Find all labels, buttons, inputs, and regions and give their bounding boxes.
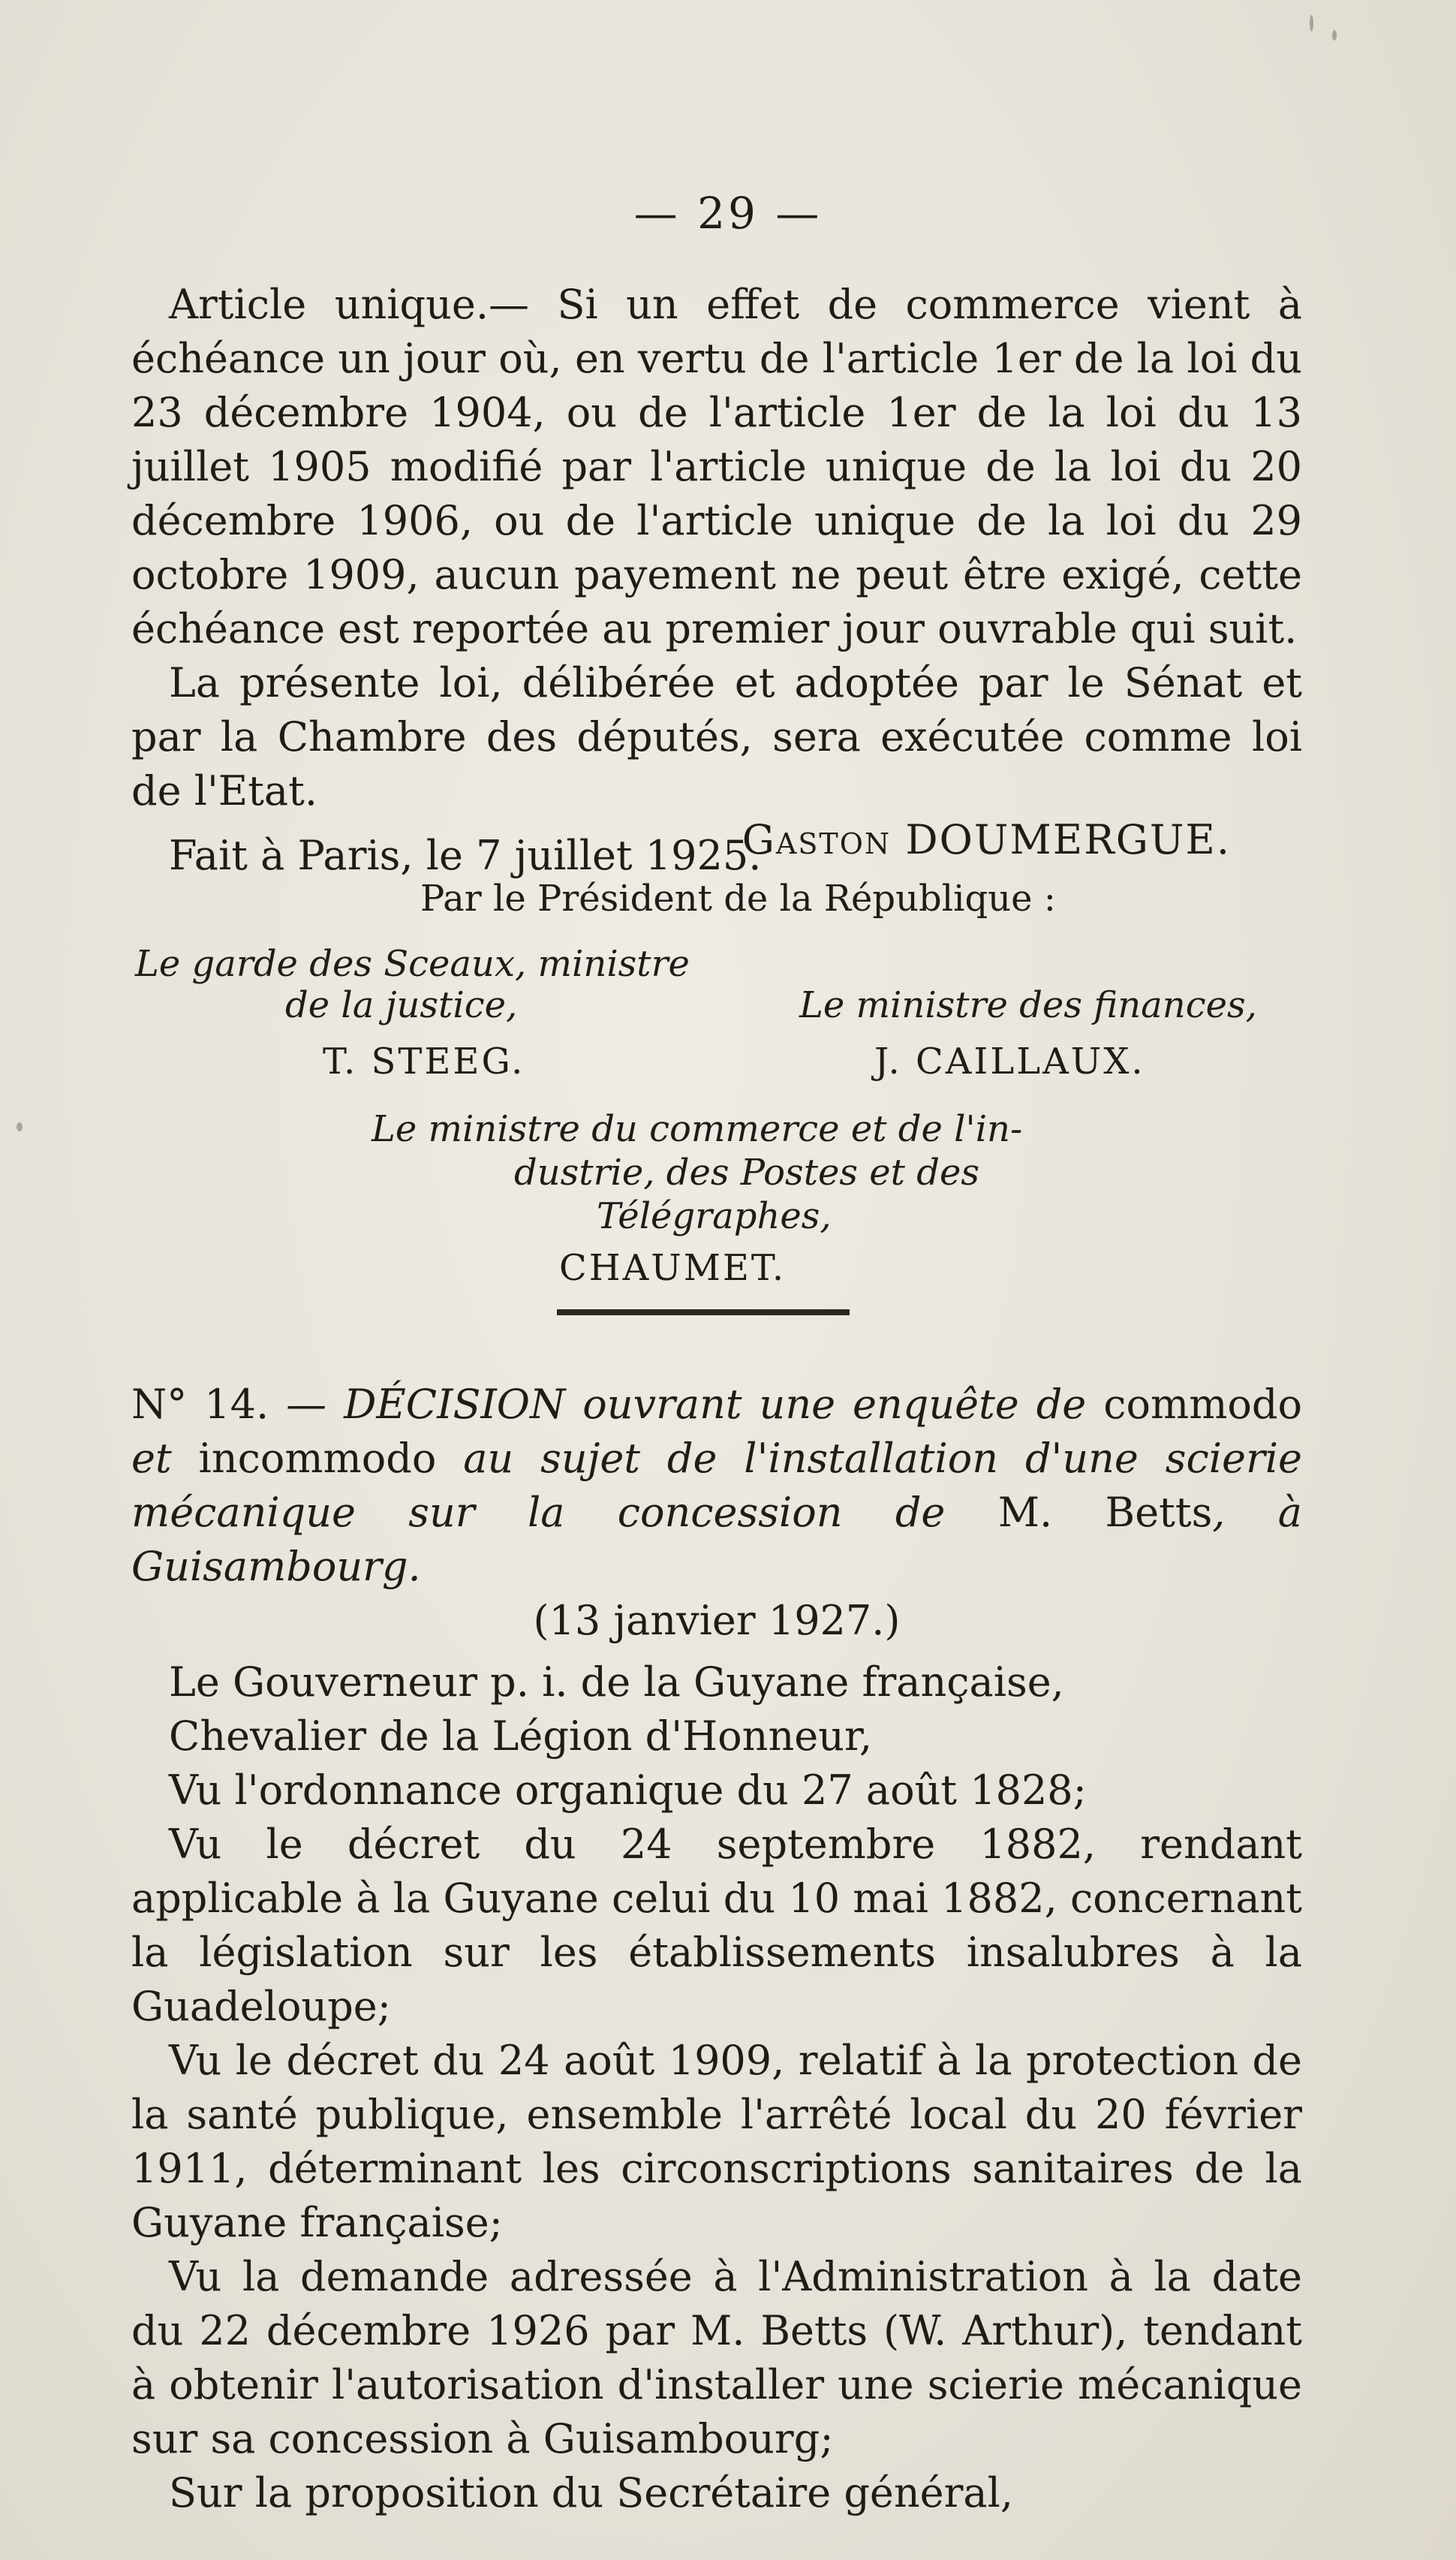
considering-decree-1909: Vu le décret du 24 août 1909, relatif à la protection de la santé publique, ensemble l'arrêté local du 20 février 1911, déterminant les circonscriptions sanitaires de la Guyane française;: [131, 2037, 1302, 2246]
decision-title-part-4: incommodo: [198, 1435, 437, 1482]
article-title: Article unique.: [169, 281, 489, 328]
keeper-of-seals-name: T. STEEG.: [323, 1041, 525, 1083]
decision-title-part-5: au sujet de l'installation d'une scierie mécanique sur la concession de: [131, 1435, 1302, 1536]
done-at-line: Fait à Paris, le 7 juillet 1925.: [169, 832, 762, 879]
decision-title-part-1: — DÉCISION ouvrant une enquête de: [269, 1381, 1104, 1428]
ink-speck: [1332, 30, 1337, 41]
ink-speck: [1310, 15, 1313, 32]
commerce-minister-title-2: dustrie, des Postes et des: [514, 1152, 979, 1194]
finance-minister-name: J. CAILLAUX.: [874, 1041, 1145, 1083]
president-signature: Gaston DOUMERGUE.: [742, 816, 1231, 863]
commerce-minister-title-3: Télégraphes,: [597, 1195, 832, 1237]
keeper-of-seals-title-1: Le garde des Sceaux, ministre: [135, 943, 690, 985]
decision-title-part-3: et: [131, 1435, 199, 1482]
decision-date: (13 janvier 1927.): [533, 1597, 901, 1644]
article-paragraph: [131, 278, 1302, 656]
considering-ordonnance: Vu l'ordonnance organique du 27 août 1828;: [169, 1766, 1087, 1814]
article-body: — Si un effet de commerce vient à échéance un jour où, en vertu de l'article 1er de la loi du 23 décembre 1904, ou de l'article 1er de la loi du 13 juillet 1905 modifié par l'article unique de la loi du 20 décembre 1906, ou de l'article unique de la loi du 29 octobre 1909, aucun payement ne peut être exigé, cette échéance est reportée au premier jour ouvrable qui suit.: [131, 281, 1302, 652]
governor-line: Le Gouverneur p. i. de la Guyane française,: [169, 1658, 1064, 1706]
finance-minister-title: Le ministre des finances,: [799, 984, 1257, 1026]
considering-decree-1882: Vu le décret du 24 septembre 1882, rendant applicable à la Guyane celui du 10 mai 1882, concernant la législation sur les établissements insalubres à la Guadeloupe;: [131, 1821, 1302, 2030]
decision-title-part-7: , à Guisambourg.: [131, 1489, 1302, 1590]
decision-title-part-2: commodo: [1103, 1381, 1302, 1428]
decision-block: [131, 1378, 1302, 2520]
page-number: — 29 —: [633, 188, 823, 239]
keeper-of-seals-title-2: de la justice,: [285, 984, 518, 1026]
decision-heading: [131, 1378, 1302, 1594]
decision-number: N° 14.: [131, 1381, 269, 1428]
section-divider: [557, 1309, 850, 1315]
law-adoption-paragraph: La présente loi, délibérée et adoptée par le Sénat et par la Chambre des députés, sera exécutée comme loi de l'Etat.: [131, 659, 1302, 815]
law-text-block: [131, 278, 1302, 883]
proposal-line: Sur la proposition du Secrétaire général,: [169, 2469, 1014, 2516]
decision-title-part-6: M. Betts: [997, 1489, 1213, 1536]
ink-speck: [17, 1122, 23, 1131]
commerce-minister-name: CHAUMET.: [559, 1247, 787, 1289]
by-president-line: Par le Président de la République :: [420, 878, 1056, 920]
commerce-minister-title-1: Le ministre du commerce et de l'in-: [372, 1108, 1023, 1150]
considering-request: Vu la demande adressée à l'Administration à la date du 22 décembre 1926 par M. Betts (W. Arthur), tendant à obtenir l'autorisation d'installer une scierie mécanique sur sa concession à Guisambourg;: [131, 2253, 1302, 2462]
chevalier-line: Chevalier de la Légion d'Honneur,: [169, 1712, 873, 1760]
